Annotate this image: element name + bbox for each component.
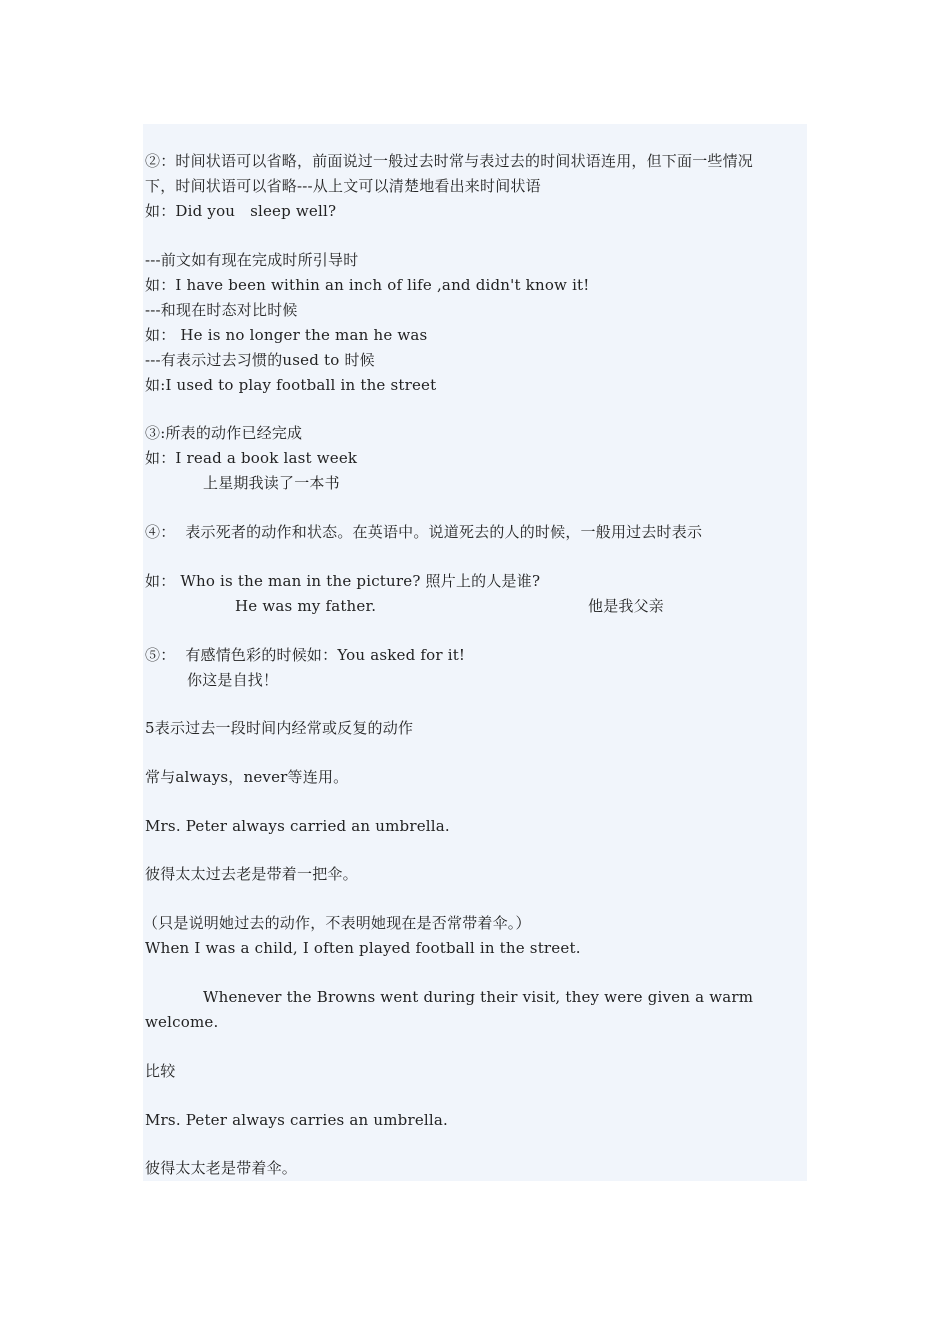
text-line-22: 彼得太太过去老是带着一把伞。 (145, 865, 358, 883)
text-line-1: ②：时间状语可以省略，前面说过一般过去时常与表过去的时间状语连用，但下面一些情况 (145, 152, 754, 170)
text-line-16: 他是我父亲 (588, 597, 665, 615)
text-line-20: 常与always，never等连用。 (145, 768, 349, 786)
text-line-24: When I was a child, I often played football in the street. (145, 939, 581, 957)
text-line-26: welcome. (145, 1013, 219, 1031)
text-line-27: 比较 (145, 1062, 176, 1080)
text-line-9: 如:I used to play football in the street (145, 376, 437, 394)
text-line-21: Mrs. Peter always carried an umbrella. (145, 817, 450, 835)
text-line-13: ④： 表示死者的动作和状态。在英语中。说道死去的人的时候，一般用过去时表示 (145, 523, 703, 541)
text-line-10: ③:所表的动作已经完成 (145, 424, 303, 442)
text-line-11: 如：I read a book last week (145, 449, 358, 467)
text-line-7: 如： He is no longer the man he was (145, 326, 428, 344)
text-line-8: ---有表示过去习惯的used to 时候 (145, 351, 375, 369)
text-line-4: ---前文如有现在完成时所引导时 (145, 251, 359, 269)
text-line-3: 如：Did you sleep well? (145, 202, 337, 220)
text-line-6: ---和现在时态对比时候 (145, 301, 298, 319)
text-line-5: 如：I have been within an inch of life ,and didn't know it! (145, 276, 590, 294)
text-line-19: 5表示过去一段时间内经常或反复的动作 (145, 719, 414, 737)
text-line-14: 如： Who is the man in the picture? 照片上的人是谁? (145, 572, 541, 590)
text-line-25: Whenever the Browns went during their visit, they were given a warm (203, 988, 754, 1006)
text-line-12: 上星期我读了一本书 (203, 474, 340, 492)
text-line-29: 彼得太太老是带着伞。 (145, 1159, 298, 1177)
text-line-17: ⑤： 有感情色彩的时候如：You asked for it! (145, 646, 466, 664)
text-line-28: Mrs. Peter always carries an umbrella. (145, 1111, 449, 1129)
text-line-15: He was my father. (235, 597, 377, 615)
text-line-18: 你这是自找！ (187, 671, 279, 689)
text-line-2: 下，时间状语可以省略---从上文可以清楚地看出来时间状语 (145, 177, 541, 195)
text-line-23: （只是说明她过去的动作，不表明她现在是否常带着伞。） (143, 914, 531, 932)
